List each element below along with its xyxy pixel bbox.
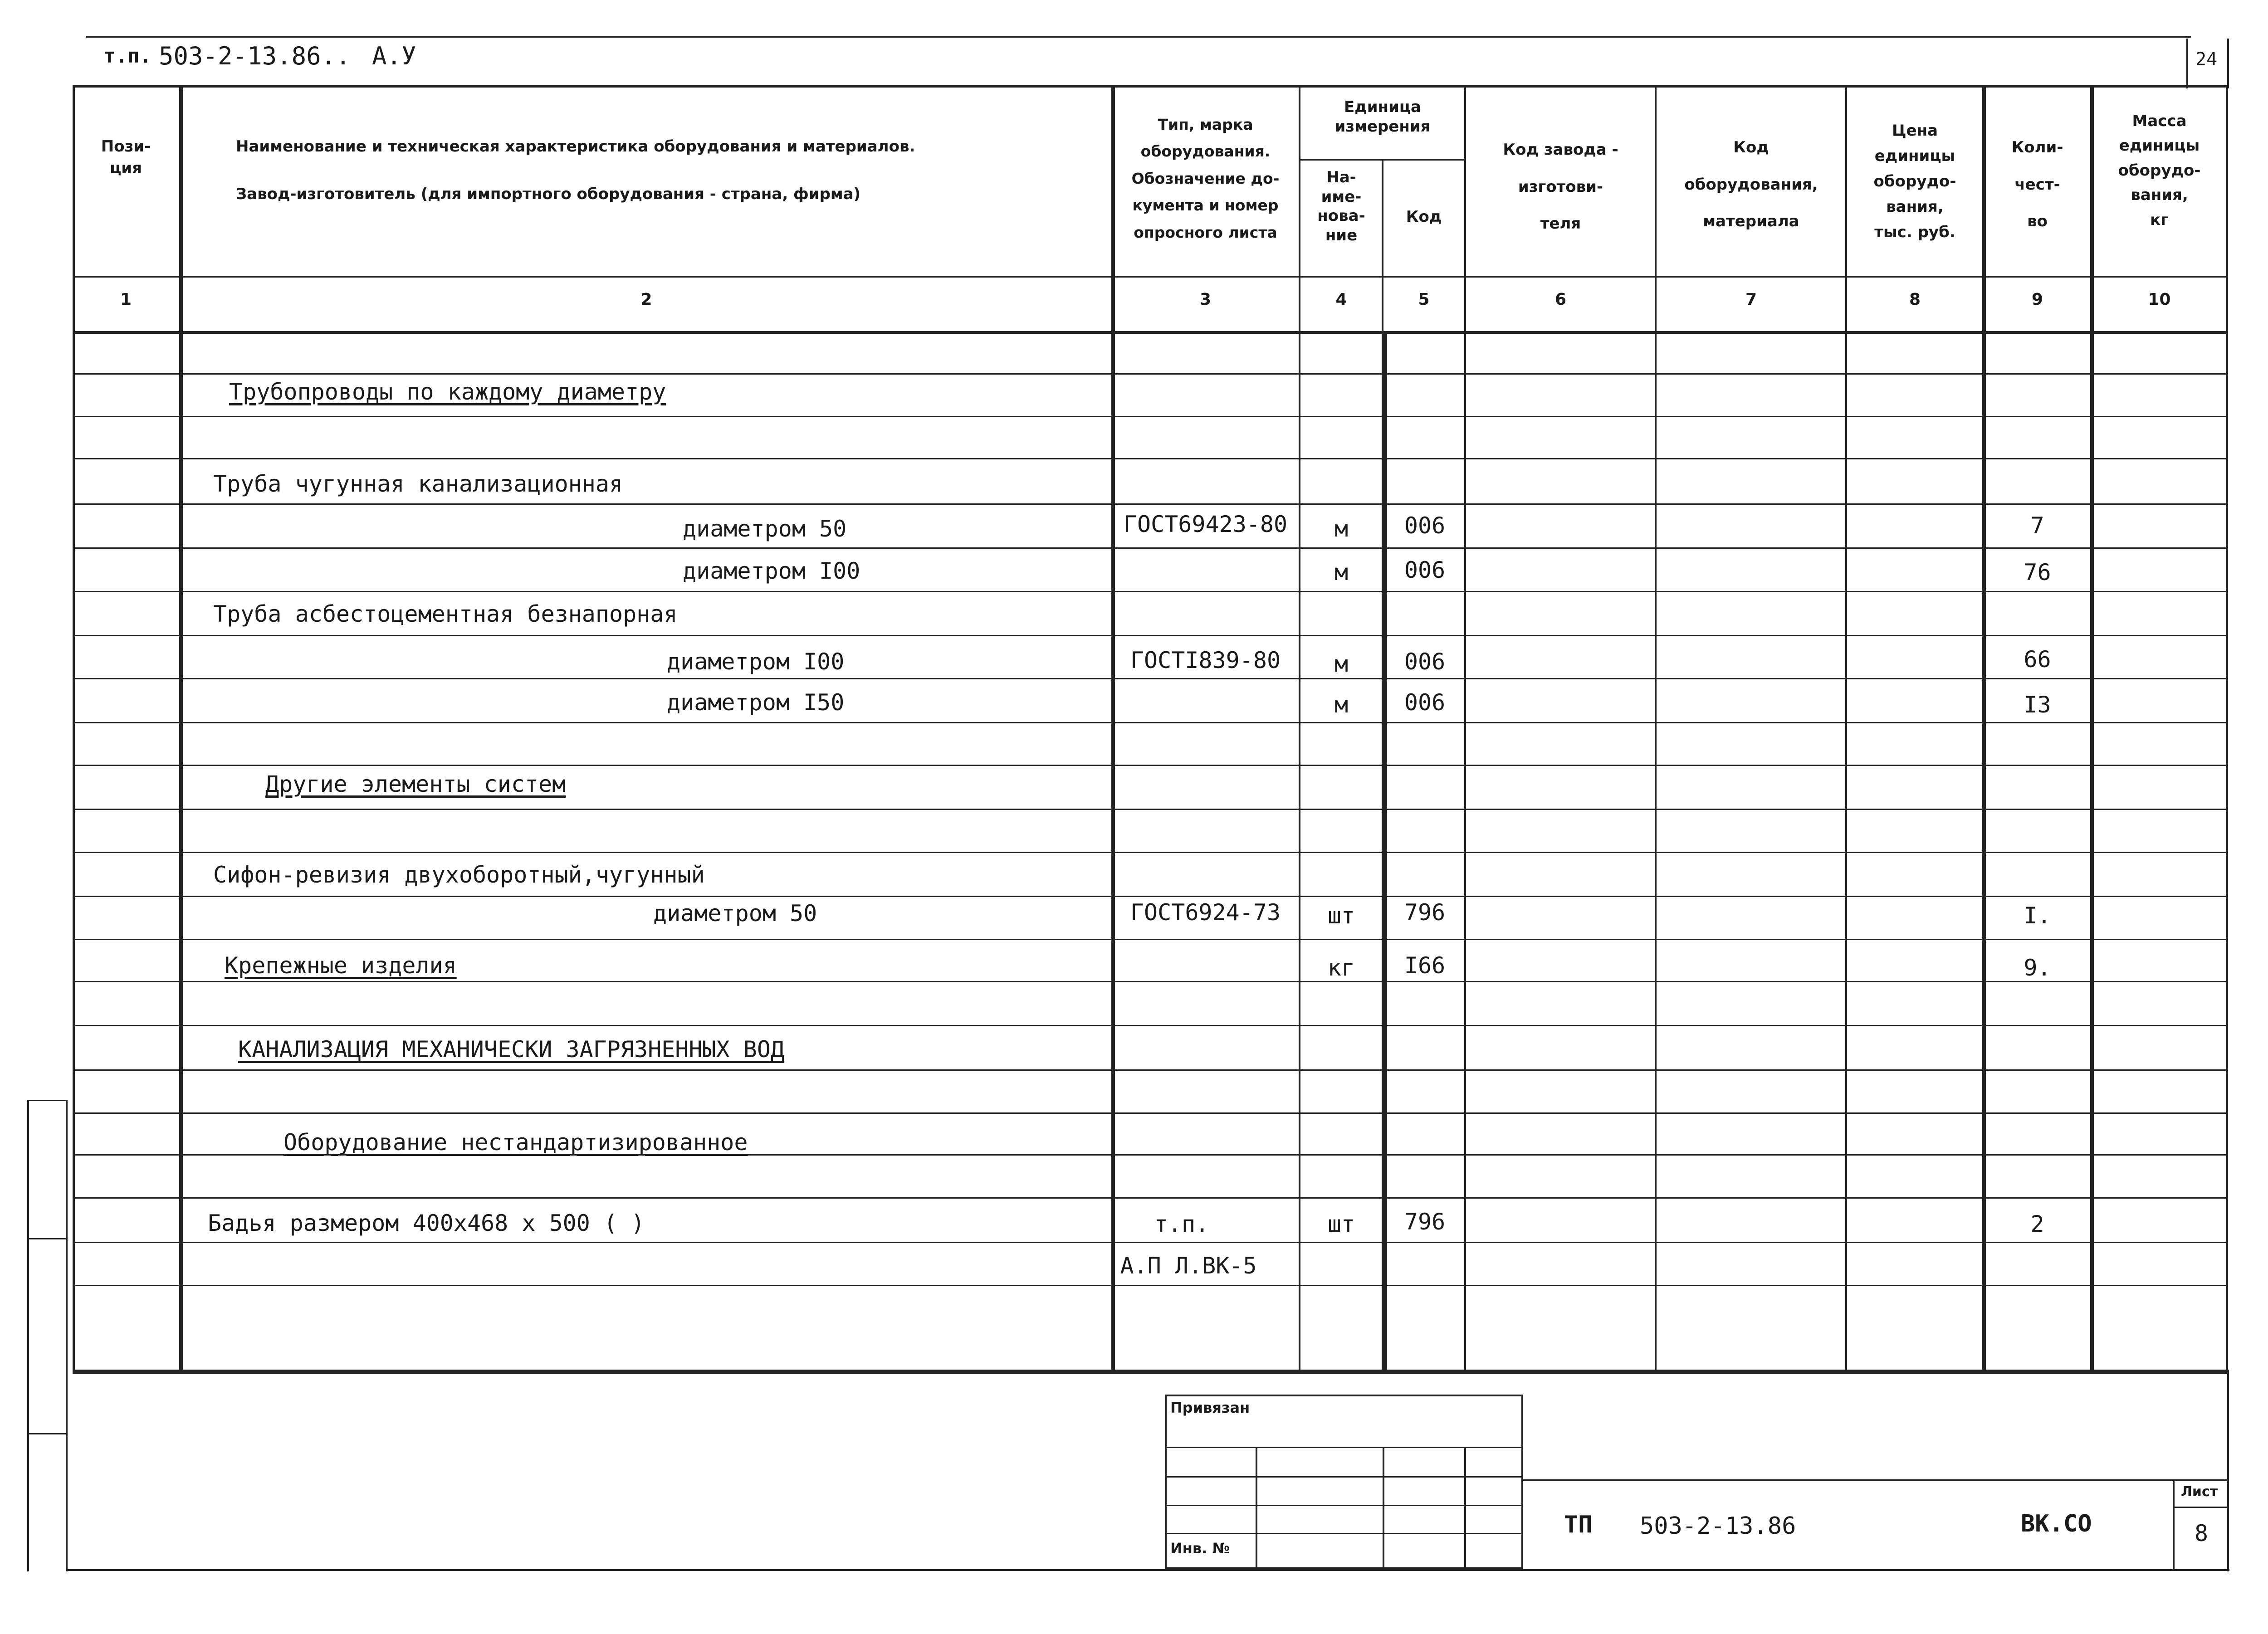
item-unit: м — [1334, 651, 1349, 677]
row-line — [73, 1112, 2228, 1114]
header-unit-group: Единица измерения — [1334, 98, 1431, 136]
page-number-box-right — [2227, 39, 2229, 88]
item-name: диаметром I00 — [683, 558, 860, 584]
header-position: Пози- ция — [101, 137, 151, 177]
colnum-1: 1 — [120, 290, 132, 309]
item-unit: шт — [1327, 1211, 1355, 1237]
row-line — [73, 547, 2228, 549]
item-code: 006 — [1404, 649, 1446, 675]
item-name: диаметром I50 — [667, 689, 845, 716]
colnum-7: 7 — [1745, 290, 1757, 309]
sheet-box-divider — [2173, 1507, 2228, 1508]
item-unit: м — [1334, 559, 1349, 585]
row-line — [73, 373, 2228, 375]
header-subdivider — [1299, 159, 1464, 161]
binding-strip-line — [27, 1100, 67, 1101]
col-line-5 — [1464, 85, 1466, 1374]
item-name: диаметром 50 — [653, 900, 817, 927]
row-line — [73, 1025, 2228, 1026]
item-type: ГОСТ69423-80 — [1123, 511, 1288, 537]
row-line — [73, 981, 2228, 982]
page-number-box-left — [2186, 39, 2188, 88]
item-code: I66 — [1404, 952, 1446, 979]
sheet-number: 8 — [2195, 1520, 2209, 1546]
section-heading-other-elements: Другие элементы систем — [265, 771, 566, 797]
col-line-3 — [1299, 85, 1300, 1374]
item-name: Труба асбестоцементная безнапорная — [213, 601, 678, 627]
binding-strip-left — [27, 1100, 29, 1571]
col-line-9 — [2090, 85, 2094, 1374]
item-unit: кг — [1327, 955, 1355, 981]
item-unit: шт — [1327, 902, 1355, 929]
title-block-top — [1523, 1479, 2229, 1481]
privyazan-line — [1165, 1505, 1523, 1506]
colnum-6: 6 — [1554, 290, 1567, 309]
item-qty: 76 — [2024, 559, 2051, 585]
spec-table — [73, 85, 2228, 1374]
item-qty: 7 — [2030, 512, 2044, 539]
row-line — [73, 896, 2228, 897]
item-qty: I3 — [2024, 692, 2051, 718]
privyazan-col — [1464, 1447, 1466, 1569]
item-code: 006 — [1404, 689, 1446, 716]
row-line — [73, 765, 2228, 766]
row-line — [73, 591, 2228, 592]
item-qty: 9. — [2024, 955, 2051, 981]
row-line — [73, 1069, 2228, 1071]
item-type: А.П Л.ВК-5 — [1120, 1253, 1257, 1279]
row-line — [73, 678, 2228, 679]
privyazan-line — [1165, 1533, 1523, 1534]
item-name: Труба чугунная канализационная — [213, 471, 623, 497]
header-bottom — [73, 276, 2228, 278]
section-heading-equipment: Оборудование нестандартизированное — [284, 1129, 748, 1156]
header-name-line1: Наименование и техническая характеристика оборудования и материалов. — [236, 137, 915, 156]
item-code: 006 — [1404, 512, 1446, 539]
doc-series: т.п. — [103, 44, 152, 68]
item-qty: 66 — [2024, 646, 2051, 673]
binding-strip-line — [27, 1238, 67, 1239]
frame-bottom — [66, 1569, 2229, 1571]
row-line — [73, 809, 2228, 810]
row-line — [73, 635, 2228, 636]
sheet-box-left — [2173, 1479, 2175, 1570]
header-mass: Масса единицы оборудо- вания, кг — [2118, 112, 2201, 229]
header-unit-name: На- име- нова- ние — [1317, 168, 1365, 244]
doc-code: 503-2-13.86.. — [159, 42, 351, 70]
item-name: Крепежные изделия — [225, 952, 457, 979]
row-line — [73, 503, 2228, 505]
item-unit: м — [1334, 692, 1349, 718]
sheet-label: Лист — [2181, 1484, 2218, 1500]
title-mark: ВК.СО — [2021, 1510, 2092, 1537]
privyazan-col — [1383, 1447, 1384, 1569]
colnum-4: 4 — [1335, 290, 1347, 309]
privyazan-line — [1165, 1476, 1523, 1478]
header-name-line2: Завод-изготовитель (для импортного оборудования - страна, фирма) — [236, 185, 861, 203]
header-equipment-code: Код оборудования, материала — [1684, 138, 1818, 231]
row-line — [73, 722, 2228, 723]
row-line — [73, 852, 2228, 853]
table-body-bottom — [73, 1370, 2228, 1372]
col-line-2 — [1111, 85, 1115, 1374]
title-tp: ТП — [1564, 1511, 1593, 1538]
row-line — [73, 416, 2228, 417]
item-type: ГОСТ6924-73 — [1130, 899, 1281, 926]
item-type: ГОСТI839-80 — [1130, 647, 1281, 673]
header-quantity: Коли- чест- во — [2011, 138, 2063, 231]
item-name: Сифон-ревизия двухоборотный,чугунный — [213, 862, 705, 888]
colnum-9: 9 — [2031, 290, 2043, 309]
frame-right-lower — [2227, 1370, 2229, 1571]
col-line-1 — [179, 85, 183, 1374]
item-name: диаметром I00 — [667, 649, 845, 675]
row-line — [73, 1242, 2228, 1243]
colnum-2: 2 — [640, 290, 652, 309]
colnum-8: 8 — [1909, 290, 1921, 309]
row-line — [73, 458, 2228, 459]
item-code: 796 — [1404, 899, 1446, 926]
colnum-bottom — [73, 331, 2228, 334]
item-qty: 2 — [2030, 1211, 2044, 1237]
frame-left-lower — [66, 1370, 68, 1571]
colnum-5: 5 — [1418, 290, 1430, 309]
item-code: 006 — [1404, 557, 1446, 583]
item-code: 796 — [1404, 1209, 1446, 1235]
privyazan-label: Привязан — [1170, 1399, 1250, 1416]
colnum-3: 3 — [1199, 290, 1212, 309]
header-type: Тип, марка оборудования. Обозначение до- кумента и номер опросного листа — [1131, 116, 1280, 241]
col-line-6 — [1655, 85, 1657, 1374]
title-code: 503-2-13.86 — [1640, 1512, 1796, 1540]
col-line-7 — [1845, 85, 1847, 1374]
top-border — [86, 36, 2191, 38]
item-name: Бадья размером 400x468 x 500 ( ) — [208, 1210, 645, 1236]
section-heading-sewage: КАНАЛИЗАЦИЯ МЕХАНИЧЕСКИ ЗАГРЯЗНЕННЫХ ВОД — [238, 1036, 785, 1063]
row-line — [73, 939, 2228, 940]
item-unit: м — [1334, 516, 1349, 542]
doc-suffix: А.У — [372, 42, 416, 70]
binding-strip-line — [27, 1433, 67, 1434]
page-number: 24 — [2195, 49, 2218, 70]
privyazan-col — [1256, 1447, 1257, 1569]
col-line-8 — [1982, 85, 1986, 1374]
section-heading-pipelines: Трубопроводы по каждому диаметру — [229, 379, 666, 405]
row-line — [73, 1197, 2228, 1199]
inv-label: Инв. № — [1170, 1540, 1230, 1557]
header-factory-code: Код завода - изготови- теля — [1503, 141, 1618, 233]
header-price: Цена единицы оборудо- вания, тыс. руб. — [1873, 122, 1956, 242]
row-line — [73, 1285, 2228, 1286]
header-unit-code: Код — [1406, 208, 1442, 226]
item-name: диаметром 50 — [683, 516, 847, 542]
item-type: т.п. — [1154, 1211, 1209, 1237]
item-qty: I. — [2024, 902, 2051, 929]
colnum-10: 10 — [2148, 290, 2171, 309]
privyazan-line — [1165, 1447, 1523, 1448]
